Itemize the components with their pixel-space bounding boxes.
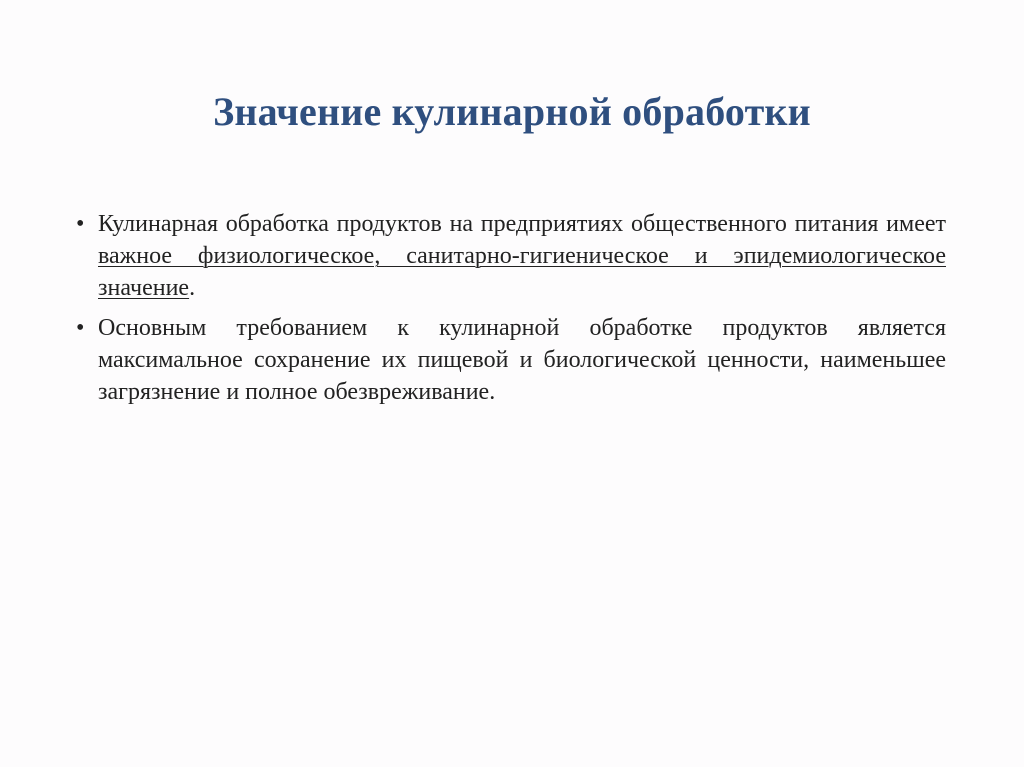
bullet-1-underlined-text: важное физиологическое, санитарно-гигиеническое и эпидемиологическое значение xyxy=(98,243,946,301)
bullet-2-text: Основным требованием к кулинарной обработке продуктов является максимальное сохранение их пищевой и биологической ценности, наименьшее загрязнение и полное обезвреживание. xyxy=(98,315,946,405)
bullet-1-text-start: Кулинарная обработка продуктов на предприятиях общественного питания имеет xyxy=(98,211,946,237)
bullet-item-2 xyxy=(76,312,946,408)
bullet-marker-icon: • xyxy=(76,211,85,237)
bullet-marker-icon: • xyxy=(76,315,85,341)
bullet-1-text-end: . xyxy=(189,275,196,301)
bullet-item-1 xyxy=(76,208,946,304)
bullet-list xyxy=(76,208,946,416)
slide-title: Значение кулинарной обработки xyxy=(213,89,811,134)
